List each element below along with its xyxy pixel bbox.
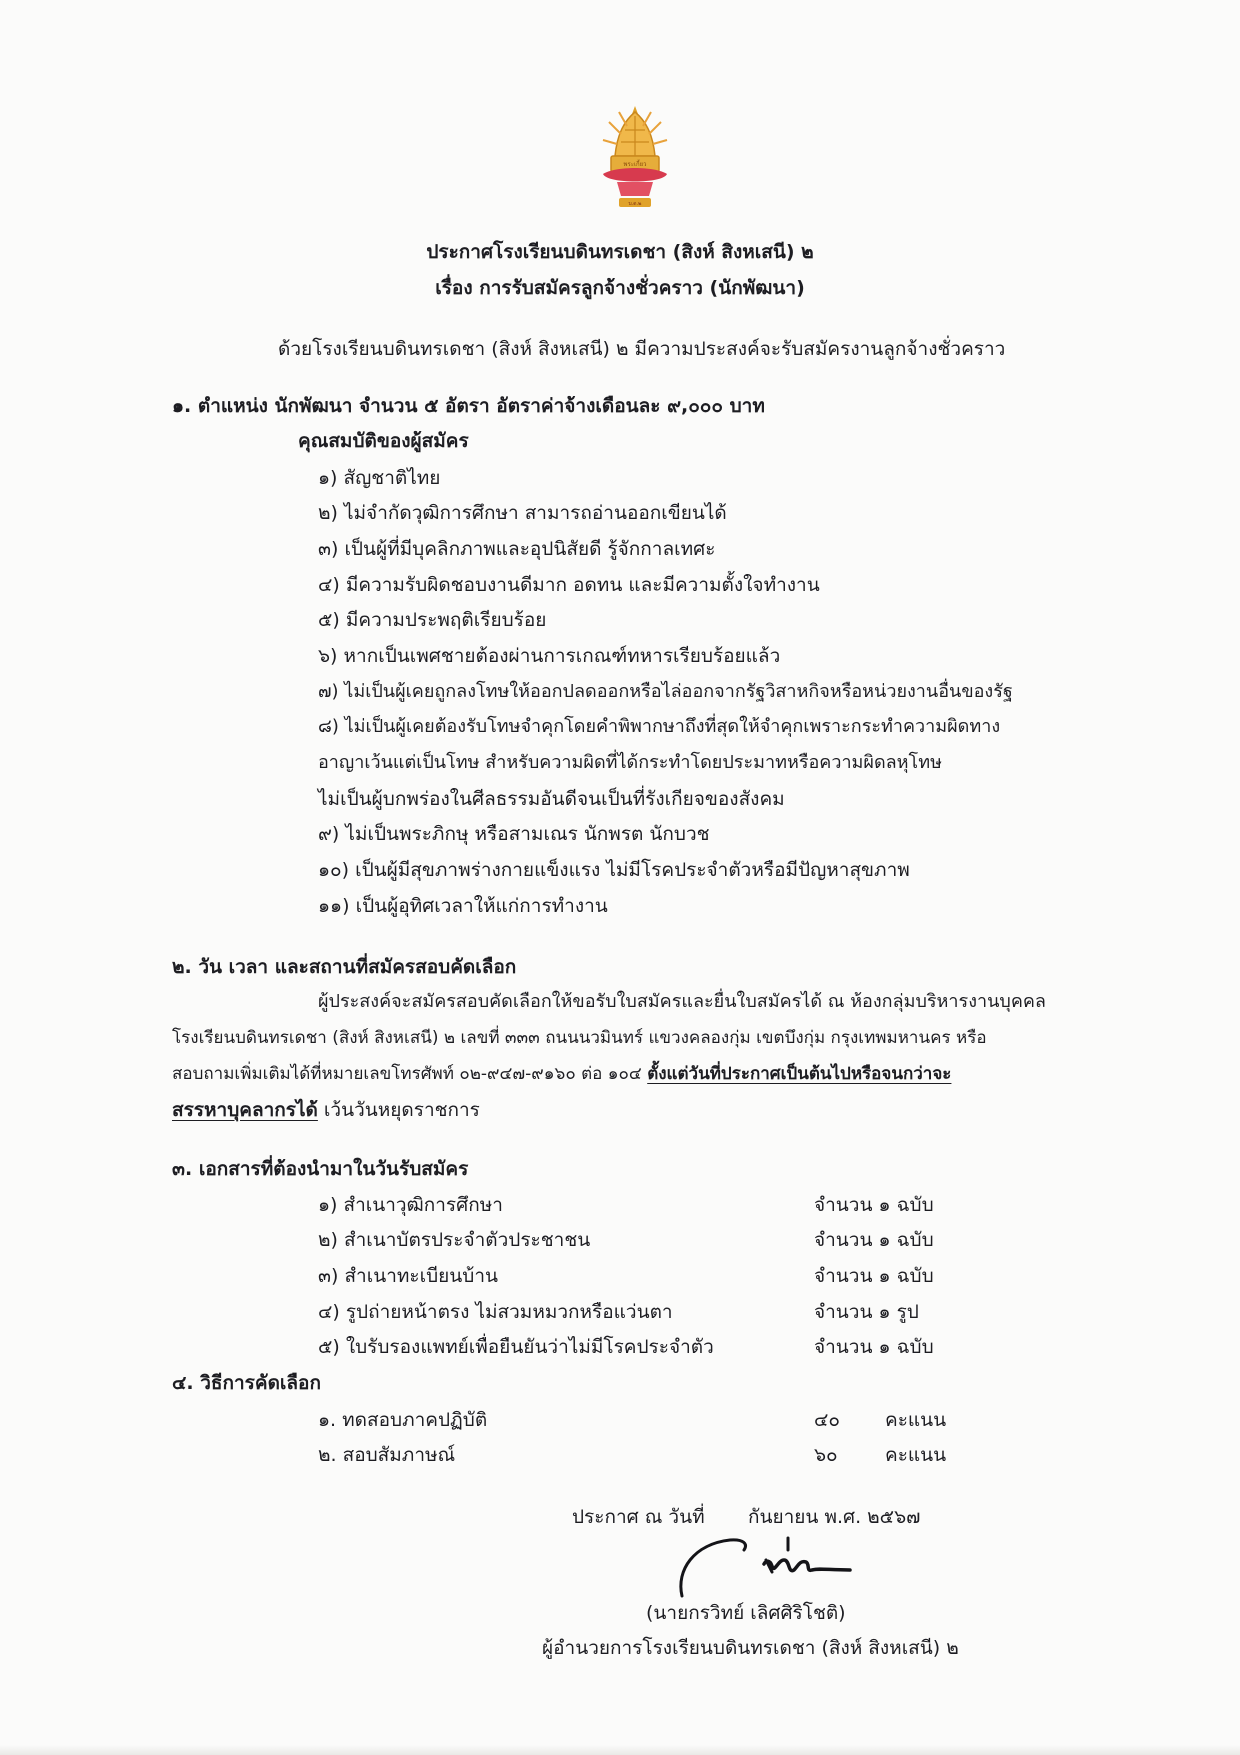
- application-period-text: ตั้งแต่วันที่ประกาศเป็นต้นไปหรือจนกว่าจะ: [647, 1064, 952, 1084]
- application-period-end: สรรหาบุคลากรได้: [172, 1099, 318, 1121]
- signer-title: ผู้อำนวยการโรงเรียนบดินทรเดชา (สิงห์ สิงหเสนี) ๒: [542, 1637, 959, 1659]
- qualification-item: ๒) ไม่จำกัดวุฒิการศึกษา สามารถอ่านออกเขียนได้: [318, 502, 727, 524]
- qualification-item: ๗) ไม่เป็นผู้เคยถูกลงโทษให้ออกปลดออกหรือไล่ออกจากรัฐวิสาหกิจหรือหน่วยงานอื่นของรัฐ: [318, 681, 1013, 702]
- document-name: ๓) สำเนาทะเบียนบ้าน: [318, 1265, 498, 1287]
- document-name: ๒) สำเนาบัตรประจำตัวประชาชน: [318, 1229, 591, 1251]
- section-2-line-2: โรงเรียนบดินทรเดชา (สิงห์ สิงหเสนี) ๒ เลขที่ ๓๓๓ ถนนนวมินทร์ แขวงคลองกุ่ม เขตบึงกุ่ม กรุงเทพมหานคร หรือ: [172, 1028, 987, 1048]
- signer-name: (นายกรวิทย์ เลิศศิริโชติ): [646, 1602, 846, 1624]
- title-line-1: ประกาศโรงเรียนบดินทรเดชา (สิงห์ สิงหเสนี) ๒: [426, 241, 814, 263]
- qualification-item: ๓) เป็นผู้ที่มีบุคลิกภาพและอุปนิสัยดี รู้จักกาลเทศะ: [318, 538, 716, 560]
- section-4-heading: ๔. วิธีการคัดเลือก: [172, 1372, 321, 1394]
- qualification-item: ๑๐) เป็นผู้มีสุขภาพร่างกายแข็งแรง ไม่มีโรคประจำตัวหรือมีปัญหาสุขภาพ: [318, 859, 910, 881]
- section-2-heading: ๒. วัน เวลา และสถานที่สมัครสอบคัดเลือก: [172, 956, 517, 978]
- selection-score-unit: คะแนน: [885, 1409, 947, 1431]
- signature-icon: [670, 1530, 870, 1602]
- section-2-line-3: [172, 1062, 951, 1086]
- qualification-item: ๑๑) เป็นผู้อุทิศเวลาให้แก่การทำงาน: [318, 895, 608, 917]
- document-quantity: จำนวน ๑ ฉบับ: [814, 1265, 934, 1287]
- intro-text: ด้วยโรงเรียนบดินทรเดชา (สิงห์ สิงหเสนี) ๒ มีความประสงค์จะรับสมัครงานลูกจ้างชั่วคราว: [278, 338, 1006, 360]
- document-name: ๑) สำเนาวุฒิการศึกษา: [318, 1194, 503, 1216]
- document-quantity: จำนวน ๑ ฉบับ: [814, 1229, 934, 1251]
- section-3-heading: ๓. เอกสารที่ต้องนำมาในวันรับสมัคร: [172, 1158, 469, 1180]
- qualification-item: ๔) มีความรับผิดชอบงานดีมาก อดทน และมีความตั้งใจทำงาน: [318, 574, 820, 596]
- qualification-item: ๖) หากเป็นเพศชายต้องผ่านการเกณฑ์ทหารเรียบร้อยแล้ว: [318, 645, 781, 667]
- section-1-subheading: คุณสมบัติของผู้สมัคร: [298, 430, 469, 452]
- qualification-item-continued: ไม่เป็นผู้บกพร่องในศีลธรรมอันดีจนเป็นที่รังเกียจของสังคม: [318, 788, 785, 810]
- qualification-item: ๕) มีความประพฤติเรียบร้อย: [318, 609, 547, 631]
- document-quantity: จำนวน ๑ ฉบับ: [814, 1336, 934, 1358]
- document-name: ๔) รูปถ่ายหน้าตรง ไม่สวมหมวกหรือแว่นตา: [318, 1301, 673, 1323]
- seal-text: พระเกี้ยว: [623, 161, 647, 168]
- qualification-item-continued: อาญาเว้นแต่เป็นโทษ สำหรับความผิดที่ได้กระทำโดยประมาทหรือความผิดลหุโทษ: [318, 752, 942, 773]
- announcement-date-label: ประกาศ ณ วันที่: [572, 1506, 705, 1528]
- page-edge-shadow: [0, 1745, 1240, 1755]
- selection-score-unit: คะแนน: [885, 1444, 947, 1466]
- title-line-2: เรื่อง การรับสมัครลูกจ้างชั่วคราว (นักพัฒนา): [435, 277, 805, 299]
- holiday-note: เว้นวันหยุดราชการ: [317, 1099, 480, 1121]
- selection-method: ๑. ทดสอบภาคปฏิบัติ: [318, 1409, 488, 1431]
- school-seal-icon: [595, 100, 675, 212]
- qualification-item: ๘) ไม่เป็นผู้เคยต้องรับโทษจำคุกโดยคำพิพากษาถึงที่สุดให้จำคุกเพราะกระทำความผิดทาง: [318, 716, 1001, 737]
- document-quantity: จำนวน ๑ รูป: [814, 1301, 919, 1323]
- announcement-date-value: กันยายน พ.ศ. ๒๕๖๗: [748, 1506, 921, 1528]
- seal-ribbon-text: บ.ด.๒: [628, 201, 642, 207]
- section-2-line-4: [172, 1098, 480, 1122]
- section-2-line-1: ผู้ประสงค์จะสมัครสอบคัดเลือกให้ขอรับใบสมัครและยื่นใบสมัครได้ ณ ห้องกลุ่มบริหารงานบุคคล: [318, 991, 1046, 1012]
- contact-phone-text: สอบถามเพิ่มเติมได้ที่หมายเลขโทรศัพท์ ๐๒-๙๔๗-๙๑๖๐ ต่อ ๑๐๔: [172, 1064, 648, 1084]
- qualification-item: ๙) ไม่เป็นพระภิกษุ หรือสามเณร นักพรต นักบวช: [318, 823, 710, 845]
- section-1-heading: ๑. ตำแหน่ง นักพัฒนา จำนวน ๕ อัตรา อัตราค่าจ้างเดือนละ ๙,๐๐๐ บาท: [172, 395, 765, 417]
- qualification-item: ๑) สัญชาติไทย: [318, 467, 441, 489]
- selection-score: ๔๐: [814, 1409, 840, 1431]
- selection-method: ๒. สอบสัมภาษณ์: [318, 1444, 456, 1466]
- document-name: ๕) ใบรับรองแพทย์เพื่อยืนยันว่าไม่มีโรคประจำตัว: [318, 1336, 714, 1358]
- selection-score: ๖๐: [814, 1444, 838, 1466]
- document-quantity: จำนวน ๑ ฉบับ: [814, 1194, 934, 1216]
